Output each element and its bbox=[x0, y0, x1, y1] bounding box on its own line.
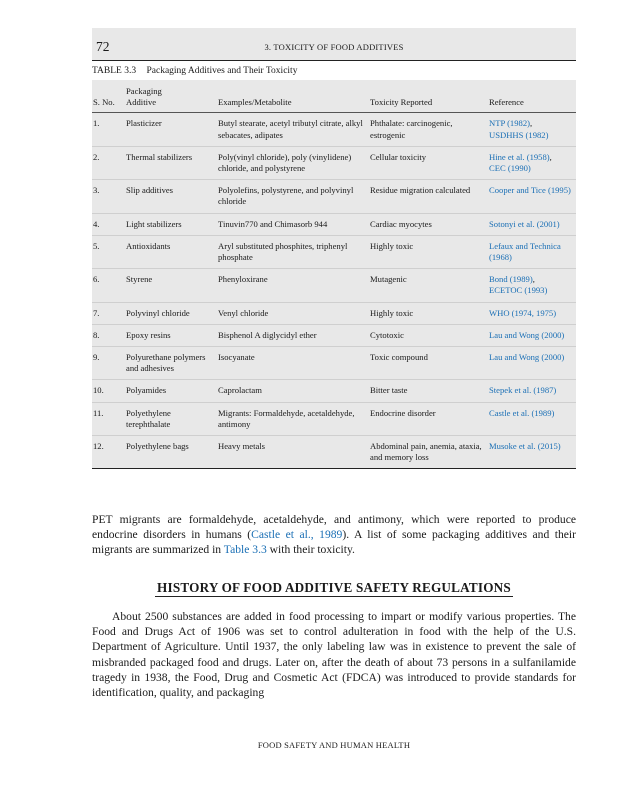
section-heading-text: HISTORY OF FOOD ADDITIVE SAFETY REGULATIONS bbox=[157, 580, 511, 595]
reference-link[interactable]: Lau and Wong (2000) bbox=[489, 352, 565, 363]
cell-toxicity: Toxic compound bbox=[370, 347, 489, 380]
cell-reference bbox=[489, 213, 576, 235]
table-row bbox=[92, 113, 576, 146]
cell-examples: Butyl stearate, acetyl tributyl citrate, alkyl sebacates, adipates bbox=[218, 113, 370, 146]
table-row bbox=[92, 302, 576, 324]
cell-reference bbox=[489, 146, 576, 179]
cell-examples: Phenyloxirane bbox=[218, 269, 370, 302]
reference-link[interactable]: USDHHS (1982) bbox=[489, 129, 549, 140]
table-row bbox=[92, 347, 576, 380]
table-row bbox=[92, 146, 576, 179]
reference-link[interactable]: Stepek et al. (1987) bbox=[489, 385, 557, 396]
cell-toxicity: Cardiac myocytes bbox=[370, 213, 489, 235]
cell-additive: Polyethylene terephthalate bbox=[126, 402, 218, 435]
reference-separator: , bbox=[549, 151, 552, 162]
table-row bbox=[92, 402, 576, 435]
table-row bbox=[92, 436, 576, 469]
cell-toxicity: Cytotoxic bbox=[370, 324, 489, 346]
table-row bbox=[92, 235, 576, 268]
running-header bbox=[92, 28, 576, 61]
table-header-row bbox=[92, 84, 576, 113]
paragraph-pet-migrants bbox=[92, 512, 576, 558]
col-header-additive bbox=[126, 84, 218, 113]
cell-sno: 7. bbox=[92, 302, 126, 324]
cell-sno: 2. bbox=[92, 146, 126, 179]
cell-examples: Venyl chloride bbox=[218, 302, 370, 324]
section-heading bbox=[92, 580, 576, 596]
cell-additive: Polyvinyl chloride bbox=[126, 302, 218, 324]
cell-reference bbox=[489, 436, 576, 469]
reference-separator: , bbox=[529, 118, 533, 129]
table-row bbox=[92, 269, 576, 302]
cell-toxicity: Bitter taste bbox=[370, 380, 489, 402]
table-caption bbox=[92, 66, 297, 76]
cell-examples: Heavy metals bbox=[218, 441, 266, 452]
running-title: 3. TOXICITY OF FOOD ADDITIVES bbox=[264, 42, 404, 52]
reference-link[interactable]: Hine et al. (1958) bbox=[489, 151, 550, 162]
col-header-sno: S. No. bbox=[92, 84, 126, 113]
page-footer: FOOD SAFETY AND HUMAN HEALTH bbox=[257, 740, 411, 750]
additives-table bbox=[92, 84, 576, 468]
cell-additive: Slip additives bbox=[126, 180, 218, 213]
reference-link[interactable]: Lefaux and Technica (1968) bbox=[489, 240, 561, 263]
table-panel bbox=[92, 80, 576, 469]
cell-sno: 11. bbox=[92, 402, 126, 435]
table-row bbox=[92, 324, 576, 346]
table-body bbox=[92, 113, 576, 469]
cell-reference bbox=[489, 302, 576, 324]
cell-examples: Isocyanate bbox=[218, 347, 370, 380]
reference-separator: , bbox=[532, 274, 535, 285]
paragraph1-text-1: PET migrants are formaldehyde, acetaldehyde, and antimony, which were reported to produce endocrine disorders in humans ( bbox=[92, 513, 576, 542]
col-header-additive-line2: Additive bbox=[126, 97, 157, 108]
cell-additive: Plasticizer bbox=[126, 113, 218, 146]
cell-sno: 5. bbox=[92, 235, 126, 268]
cell-sno: 4. bbox=[92, 213, 126, 235]
cell-reference bbox=[489, 235, 576, 268]
table-row bbox=[92, 380, 576, 402]
reference-link[interactable]: Sotonyi et al. (2001) bbox=[489, 218, 560, 229]
reference-link[interactable]: Bond (1989) bbox=[489, 274, 533, 285]
cell-additive: Thermal stabilizers bbox=[126, 146, 218, 179]
cell-additive: Antioxidants bbox=[126, 235, 218, 268]
paragraph1-text-3: with their toxicity. bbox=[266, 543, 355, 557]
cell-examples: Aryl substituted phosphites, triphenyl phosphate bbox=[218, 235, 370, 268]
cell-examples: Poly(vinyl chloride), poly (vinylidene) chloride, and polystyrene bbox=[218, 146, 370, 179]
cell-additive: Polyamides bbox=[126, 380, 218, 402]
cell-toxicity: Highly toxic bbox=[370, 302, 489, 324]
cell-reference bbox=[489, 347, 576, 380]
cell-additive: Styrene bbox=[126, 269, 218, 302]
table-caption-number: TABLE 3.3 bbox=[92, 66, 137, 76]
cell-toxicity: Residue migration calculated bbox=[370, 180, 489, 213]
table-reference-link[interactable]: Table 3.3 bbox=[223, 543, 267, 557]
cell-reference bbox=[489, 324, 576, 346]
cell-additive: Polyethylene bags bbox=[126, 441, 189, 452]
col-header-additive-line1: Packaging bbox=[126, 86, 162, 96]
cell-sno: 8. bbox=[92, 324, 126, 346]
cell-sno: 1. bbox=[92, 113, 126, 146]
cell-sno: 12. bbox=[93, 441, 104, 452]
col-header-toxicity: Toxicity Reported bbox=[370, 84, 489, 113]
cell-sno: 10. bbox=[92, 380, 126, 402]
paragraph-history: About 2500 substances are added in food processing to impart or modify various properties. The Food and Drugs Act of 1906 was set to control adulteration in food with the help of the U.S. Department of Agriculture. Until 1937, the only labeling law was in existence to prevent the sale of misbranded packaged food and drugs. Later on, after the death of about 73 persons in a sulfanilamide tragedy in 1938, the Food, Drug and Cosmetic Act (FDCA) was introduced to provide standards for identification, quality, and packaging bbox=[92, 610, 576, 700]
cell-additive: Light stabilizers bbox=[126, 213, 218, 235]
cell-sno: 9. bbox=[92, 347, 126, 380]
reference-link[interactable]: NTP (1982) bbox=[489, 118, 530, 129]
reference-link[interactable]: Musoke et al. (2015) bbox=[489, 441, 561, 452]
cell-examples: Migrants: Formaldehyde, acetaldehyde, antimony bbox=[218, 402, 370, 435]
cell-examples: Polyolefins, polystyrene, and polyvinyl chloride bbox=[218, 180, 370, 213]
cell-reference bbox=[489, 402, 576, 435]
cell-additive: Epoxy resins bbox=[126, 324, 218, 346]
cell-toxicity: Phthalate: carcinogenic, estrogenic bbox=[370, 113, 489, 146]
cell-toxicity: Mutagenic bbox=[370, 269, 489, 302]
reference-link[interactable]: Lau and Wong (2000) bbox=[489, 329, 565, 340]
cell-toxicity: Abdominal pain, anemia, ataxia, and memory loss bbox=[370, 441, 482, 463]
cell-toxicity: Cellular toxicity bbox=[370, 146, 489, 179]
reference-link[interactable]: ECETOC (1993) bbox=[489, 285, 548, 296]
cell-examples: Caprolactam bbox=[218, 380, 370, 402]
reference-link[interactable]: Castle et al. (1989) bbox=[489, 407, 555, 418]
cell-additive: Polyurethane polymers and adhesives bbox=[126, 347, 218, 380]
col-header-reference: Reference bbox=[489, 84, 576, 113]
table-row bbox=[92, 213, 576, 235]
table-caption-title: Packaging Additives and Their Toxicity bbox=[146, 66, 298, 76]
cell-sno: 6. bbox=[92, 269, 126, 302]
citation-link-castle[interactable]: Castle et al., 1989 bbox=[251, 528, 343, 542]
cell-examples: Bisphenol A diglycidyl ether bbox=[218, 324, 370, 346]
cell-sno: 3. bbox=[92, 180, 126, 213]
col-header-examples: Examples/Metabolite bbox=[218, 84, 370, 113]
page-number: 72 bbox=[96, 39, 110, 54]
reference-link[interactable]: CEC (1990) bbox=[489, 163, 531, 174]
reference-link[interactable]: Cooper and Tice (1995) bbox=[489, 185, 571, 196]
table-row bbox=[92, 180, 576, 213]
cell-reference bbox=[489, 269, 576, 302]
cell-examples: Tinuvin770 and Chimasorb 944 bbox=[218, 213, 370, 235]
reference-link[interactable]: WHO (1974, 1975) bbox=[489, 307, 557, 318]
cell-toxicity: Highly toxic bbox=[370, 235, 489, 268]
cell-toxicity: Endocrine disorder bbox=[370, 402, 489, 435]
paragraph1-text-2: ). A list of some packaging additives and their migrants are summarized in bbox=[92, 528, 576, 557]
cell-reference bbox=[489, 180, 576, 213]
cell-reference bbox=[489, 380, 576, 402]
cell-reference bbox=[489, 113, 576, 146]
